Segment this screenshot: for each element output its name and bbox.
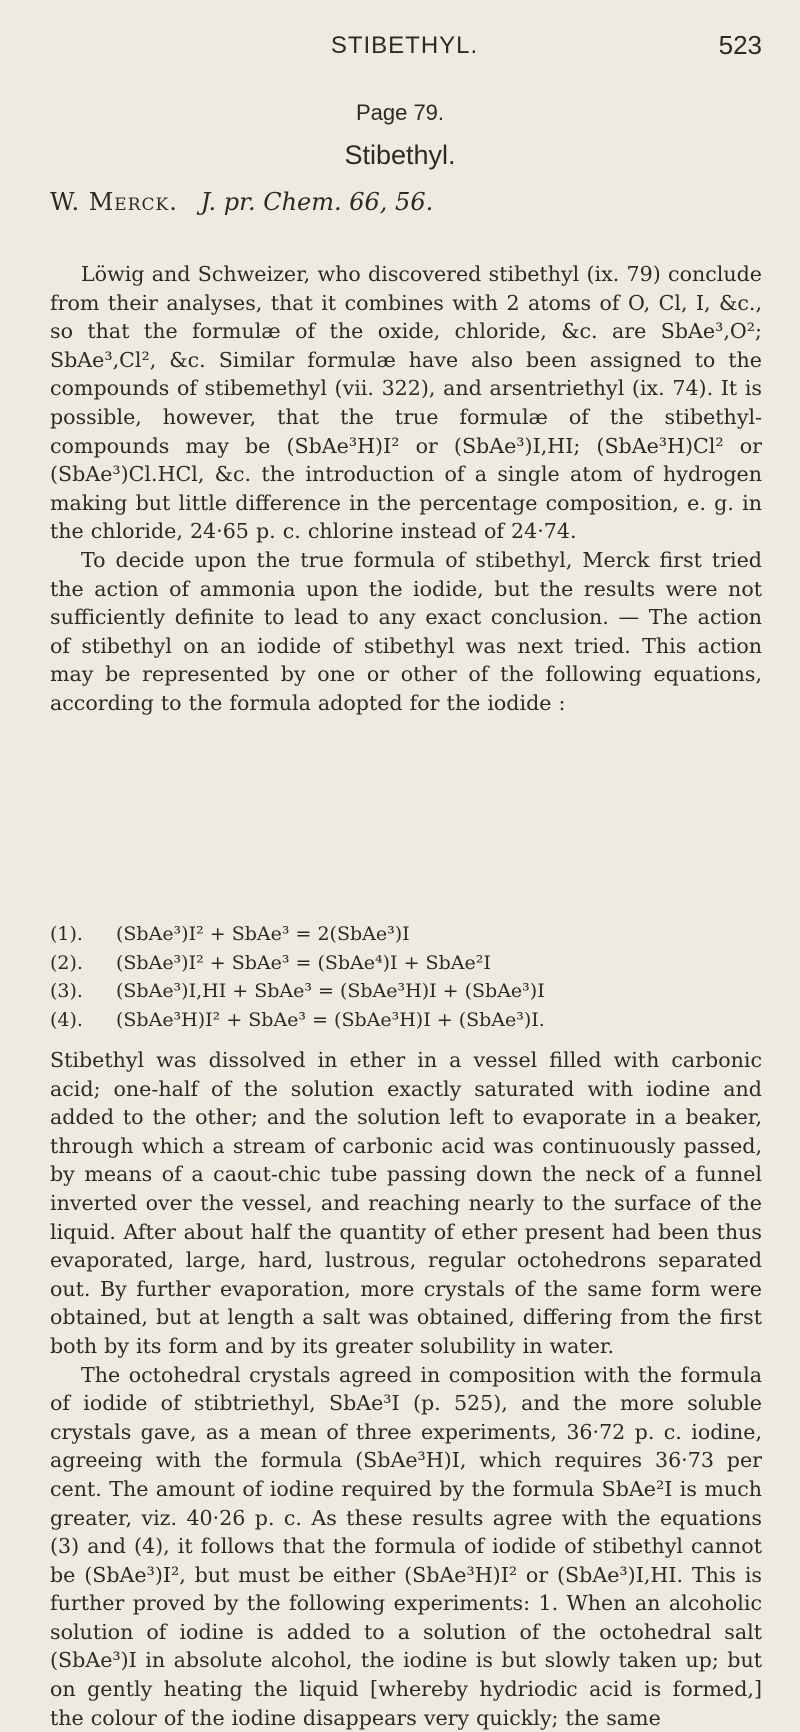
journal-reference: J. pr. Chem. 66, 56.	[200, 188, 434, 216]
paragraph: To decide upon the true formula of stibethyl, Merck first tried the action of ammonia upon the iodide, but the results were not sufficiently definite to lead to any exact conclusion. — The action of stibethyl on an iodide of stibethyl was next tried. This action may be represented by one or other of the following equations, according to the formula adopted for the iodide :	[50, 547, 762, 715]
running-head	[47, 28, 762, 68]
paragraph: The octohedral crystals agreed in composition with the formula of iodide of stibtriethyl, SbAe³I (p. 525), and the more soluble crystals gave, as a mean of three experiments, 36·72 p. c. iodine, agreeing with the formula (SbAe³H)I, which requires 36·73 per cent. The amount of iodine required by the formula SbAe²I is much greater, viz. 40·26 p. c. As these results agree with the equations (3) and (4), it follows that the formula of iodide of stibethyl cannot be (SbAe³)I², but must be either (SbAe³H)I² or (SbAe³)I,HI. This is further proved by the following experiments: 1. When an alcoholic solution of iodine is added to a solution of the octohedral salt (SbAe³)I in absolute alcohol, the iodine is but slowly taken up; but on gently heating the liquid [whereby hydriodic acid is formed,] the colour of the iodine disappears very quickly; the same	[50, 1362, 762, 1730]
equation	[50, 949, 762, 978]
equation-number: (4).	[50, 1008, 83, 1031]
equation-list	[50, 920, 762, 1034]
paragraph: Stibethyl was dissolved in ether in a vessel filled with carbonic acid; one-half of the solution exactly saturated with iodine and added to the other; and the solution left to evaporate in a beaker, through which a stream of carbonic acid was continuously passed, by means of a caout-chic tube passing down the neck of a funnel inverted over the vessel, and reaching nearly to the surface of the liquid. After about half the quantity of ether present had been thus evaporated, large, hard, lustrous, regular octohedrons separated out. By further evaporation, more crystals of the same form were obtained, but at length a salt was obtained, differing from the first both by its form and by its greater solubility in water.	[50, 1048, 762, 1358]
equation-text: (SbAe³)I,HI + SbAe³ = (SbAe³H)I + (SbAe³)I	[116, 980, 545, 1002]
paragraph: Löwig and Schweizer, who discovered stibethyl (ix. 79) conclude from their analyses, that it combines with 2 atoms of O, Cl, I, &c., so that the formulæ of the oxide, chloride, &c. are SbAe³,O²; SbAe³,Cl², &c. Similar formulæ have also been assigned to the compounds of stibemethyl (vii. 322), and arsentriethyl (ix. 74). It is possible, however, that the true formulæ of the stibethyl-compounds may be (SbAe³H)I² or (SbAe³)I,HI; (SbAe³H)Cl² or (SbAe³)Cl.HCl, &c. the introduction of a single atom of hydrogen making but little difference in the percentage composition, e. g. in the chloride, 24·65 p. c. chlorine instead of 24·74.	[50, 262, 762, 544]
running-title: STIBETHYL.	[330, 32, 479, 59]
author-line	[50, 188, 433, 216]
article-title: Stibethyl.	[344, 140, 456, 170]
equation	[50, 977, 762, 1006]
body-text-after-equations	[50, 1046, 762, 1732]
page-number: 523	[718, 30, 762, 60]
equation-text: (SbAe³H)I² + SbAe³ = (SbAe³H)I + (SbAe³)I.	[116, 1008, 545, 1031]
equation-text: (SbAe³)I² + SbAe³ = (SbAe⁴)I + SbAe²I	[116, 951, 491, 974]
author-name: W. Merck.	[50, 188, 178, 216]
equation-number: (3).	[50, 980, 83, 1002]
equation-number: (2).	[50, 951, 83, 974]
equation	[50, 1006, 762, 1035]
equation-text: (SbAe³)I² + SbAe³ = 2(SbAe³)I	[116, 923, 410, 945]
body-text-before-equations	[50, 260, 762, 718]
equation-number: (1).	[50, 923, 83, 945]
reference-page: Page 79.	[355, 100, 445, 125]
equation	[50, 920, 762, 949]
